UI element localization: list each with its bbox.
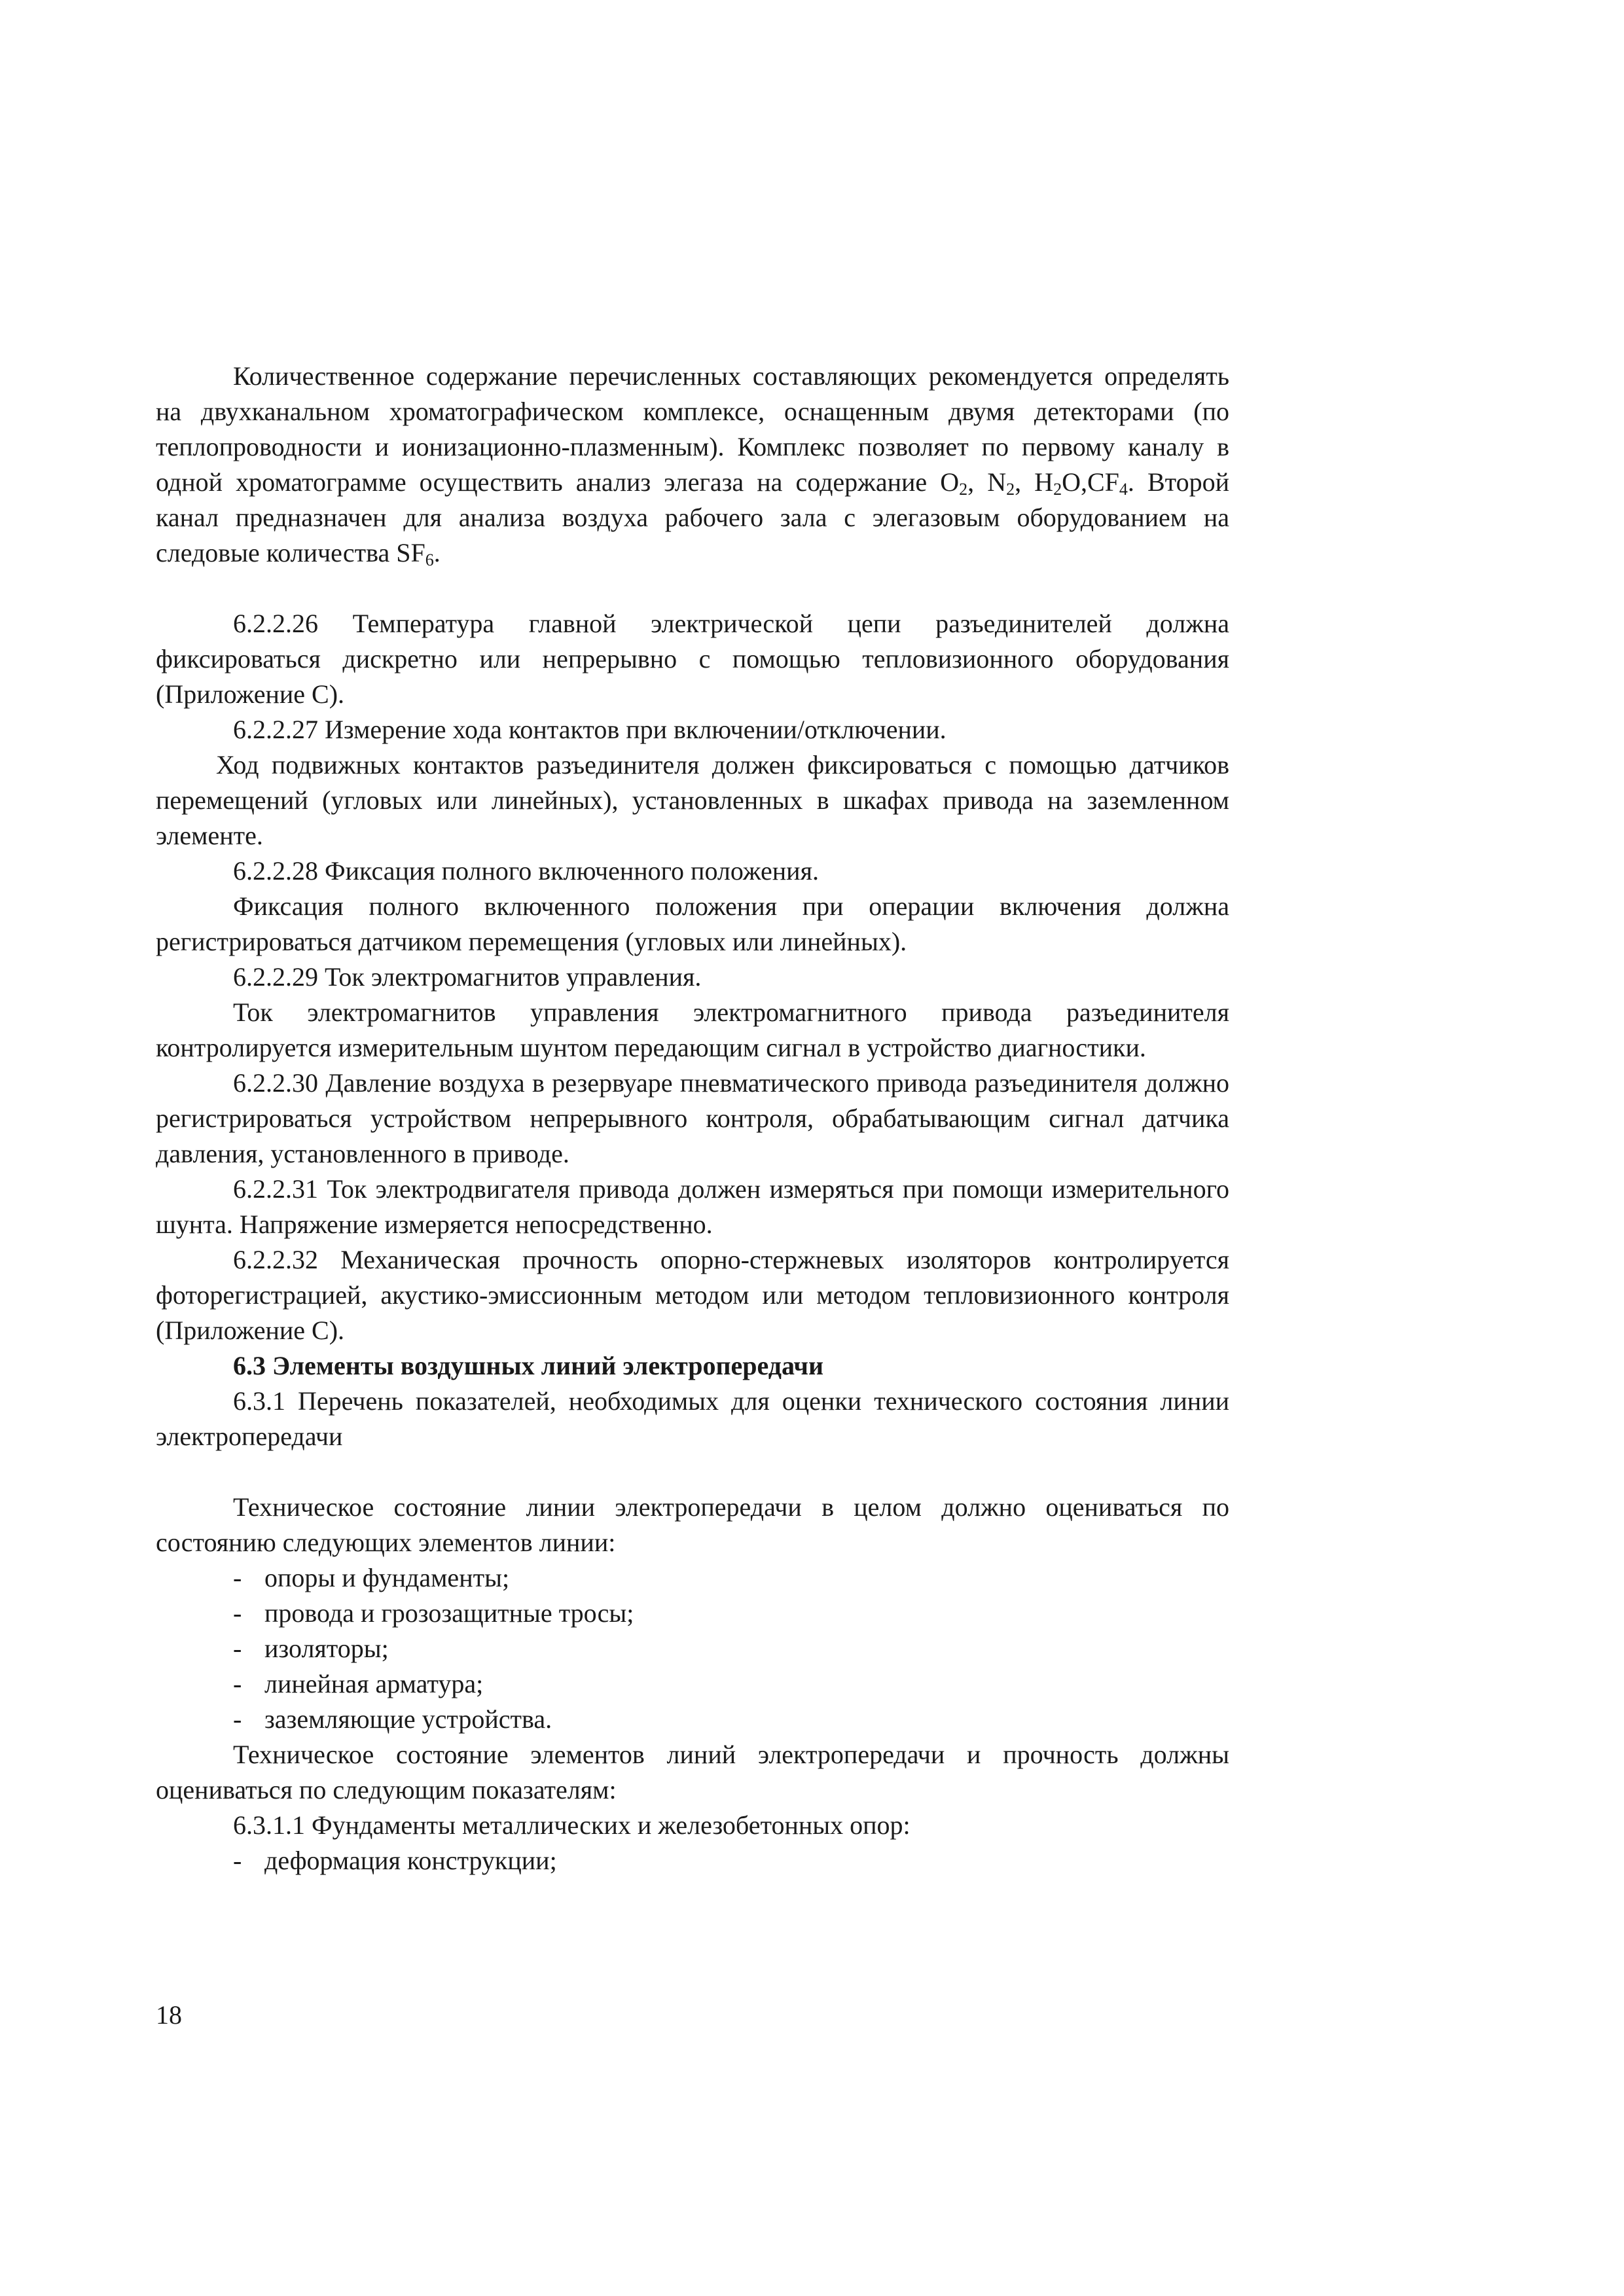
- spacer: [156, 1454, 1229, 1490]
- paragraph-6-2-2-27: 6.2.2.27 Измерение хода контактов при включении/отключении.: [233, 715, 947, 744]
- dash-marker: -: [233, 1846, 242, 1875]
- list-item-text: заземляющие устройства.: [264, 1704, 552, 1734]
- h2o-subscript: 2: [1053, 480, 1062, 499]
- paragraph-solenoid-current: Ток электромагнитов управления электромагнитного привода разъединителя контролируется измерительным шунтом передающим сигнал в устройство диагностики.: [156, 997, 1229, 1062]
- n2-subscript: 2: [1006, 480, 1015, 499]
- section-heading: 6.3 Элементы воздушных линий электропередачи: [233, 1351, 824, 1380]
- dash-marker: -: [233, 1634, 242, 1663]
- list-item: [156, 1843, 1229, 1878]
- intro-text: , H: [1015, 467, 1054, 497]
- dash-marker: -: [233, 1598, 242, 1628]
- intro-text: . Второй канал предназначен для анализа воздуха рабочего зала с элегазовым оборудованием на следовые количества SF: [156, 467, 1229, 567]
- list-item-text: линейная арматура;: [264, 1669, 484, 1698]
- subsection-6-3-1: 6.3.1 Перечень показателей, необходимых для оценки технического состояния линии электропередачи: [156, 1386, 1229, 1451]
- paragraph-6-2-2-26: 6.2.2.26 Температура главной электрической цепи разъединителей должна фиксироваться дискретно или непрерывно с помощью тепловизионного оборудования (Приложение С).: [156, 609, 1229, 709]
- list-item-text: провода и грозозащитные тросы;: [264, 1598, 634, 1628]
- cf4-subscript: 4: [1119, 480, 1128, 499]
- paragraph-6-2-2-28: 6.2.2.28 Фиксация полного включенного положения.: [233, 856, 819, 886]
- intro-paragraph: [156, 359, 1229, 571]
- indicators-paragraph: Техническое состояние элементов линий электропередачи и прочность должны оцениваться по следующим показателям:: [156, 1740, 1229, 1804]
- list-item-text: опоры и фундаменты;: [264, 1563, 510, 1592]
- list-item-text: изоляторы;: [264, 1634, 389, 1663]
- dash-marker: -: [233, 1669, 242, 1698]
- page-body: [156, 359, 1229, 1878]
- paragraph-6-2-2-32: 6.2.2.32 Механическая прочность опорно-стержневых изоляторов контролируется фоторегистрацией, акустико-эмиссионным методом или методом тепловизионного контроля (Приложение С).: [156, 1245, 1229, 1345]
- list-item-text: деформация конструкции;: [264, 1846, 557, 1875]
- list-item: [156, 1560, 1229, 1596]
- paragraph-6-2-2-30: 6.2.2.30 Давление воздуха в резервуаре пневматического привода разъединителя должно регистрироваться устройством непрерывного контроля, обрабатывающим сигнал датчика давления, установленного в приводе.: [156, 1068, 1229, 1168]
- foundation-list: [156, 1843, 1229, 1878]
- paragraph-6-2-2-29: 6.2.2.29 Ток электромагнитов управления.: [233, 962, 702, 992]
- page-number: 18: [156, 2000, 182, 2030]
- sf6-subscript: 6: [425, 550, 434, 569]
- paragraph-contact-travel: Ход подвижных контактов разъединителя должен фиксироваться с помощью датчиков перемещений (угловых или линейных), установленных в шкафах привода на заземленном элементе.: [156, 750, 1229, 850]
- dash-marker: -: [233, 1563, 242, 1592]
- dash-marker: -: [233, 1704, 242, 1734]
- intro-text: O,CF: [1062, 467, 1119, 497]
- o2-subscript: 2: [959, 480, 968, 499]
- list-item: [156, 1631, 1229, 1666]
- list-item: [156, 1666, 1229, 1702]
- intro-text: Количественное содержание перечисленных составляющих рекомендуется определять на двухканальном хроматографическом комплексе, оснащенным двумя детекторами (по теплопроводности и ионизационно-плазменным). Комплекс позволяет по первому каналу в одной хроматограмме осуществить анализ элегаза на содержание O: [156, 361, 1229, 497]
- state-paragraph: Техническое состояние линии электропередачи в целом должно оцениваться по состоянию следующих элементов линии:: [156, 1492, 1229, 1557]
- paragraph-closed-position: Фиксация полного включенного положения при операции включения должна регистрироваться датчиком перемещения (угловых или линейных).: [156, 891, 1229, 956]
- paragraph-6-2-2-31: 6.2.2.31 Ток электродвигателя привода должен измеряться при помощи измерительного шунта. Напряжение измеряется непосредственно.: [156, 1174, 1229, 1239]
- subsection-6-3-1-1: 6.3.1.1 Фундаменты металлических и железобетонных опор:: [233, 1810, 911, 1840]
- intro-text: .: [433, 538, 441, 567]
- spacer: [156, 571, 1229, 606]
- intro-text: , N: [967, 467, 1007, 497]
- list-item: [156, 1702, 1229, 1737]
- list-item: [156, 1596, 1229, 1631]
- element-list: [156, 1560, 1229, 1737]
